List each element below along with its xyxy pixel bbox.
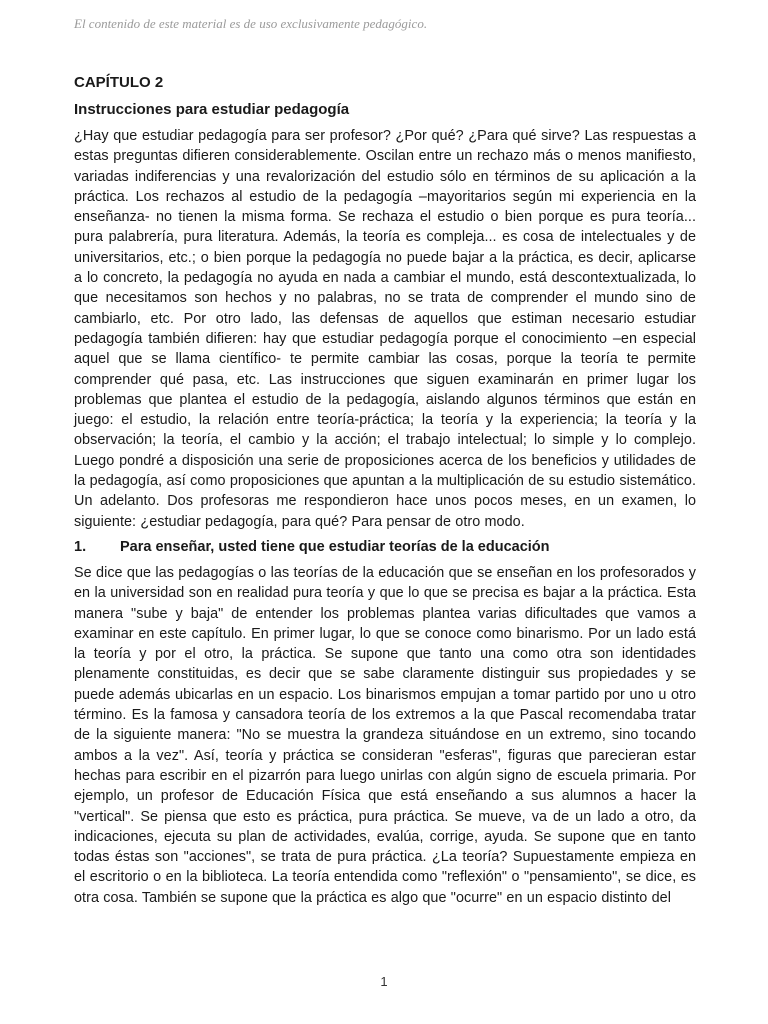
section-number: 1. — [74, 538, 87, 555]
header-disclaimer: El contenido de este material es de uso exclusivamente pedagógico. — [74, 16, 428, 31]
chapter-title: CAPÍTULO 2 — [74, 74, 164, 91]
paragraph-intro: ¿Hay que estudiar pedagogía para ser profesor? ¿Por qué? ¿Para qué sirve? Las respuestas a estas preguntas difieren considerablemente. Oscilan entre un rechazo más o menos manifiesto, variadas indiferencias y una revalorización del estudio sólo en términos de su aplicación a la práctica. Los rechazos al estudio de la pedagogía –mayoritarios según mi experiencia en la enseñanza- no tienen la misma forma. Se rechaza el estudio o bien porque es pura teoría... pura palabrería, pura literatura. Además, la teoría es compleja... es cosa de intelectuales y de universitarios, etc.; o bien porque la pedagogía no puede bajar a la práctica, es decir, aplicarse a lo concreto, la pedagogía no ayuda en nada a cambiar el mundo, está descontextualizada, lo que necesitamos son hechos y no palabras, no se trata de comprender el mundo sino de cambiarlo, etc. Por otro lado, las defensas de aquellos que estiman necesario estudiar pedagogía también difieren: hay que estudiar pedagogía porque el conocimiento –en especial aquel que se llama científico- te permite cambiar las cosas, porque la teoría te permite comprender qué pasa, etc. Las instrucciones que siguen examinarán en primer lugar los problemas que plantea el estudio de la pedagogía, aislando algunos términos que están en juego: el estudio, la relación entre teoría-práctica; la teoría y la experiencia; la teoría y la observación; la teoría, el cambio y la acción; el trabajo intelectual; lo simple y lo complejo. Luego pondré a disposición una serie de proposiciones acerca de los beneficios y utilidades de la pedagogía, así como proposiciones que apuntan a la multiplicación de su estudio sistemático. Un adelanto. Dos profesoras me respondieron hace unos pocos meses, en un examen, lo siguiente: ¿estudiar pedagogía, para qué? Para pensar de otro modo. — [74, 128, 696, 530]
document-body — [74, 73, 696, 908]
paragraph-section-1: Se dice que las pedagogías o las teorías de la educación que se enseñan en los profesorados y en la universidad son en realidad pura teoría y que lo que se precisa es bajar a la práctica. Esta manera "sube y baja" de entender los problemas plantea varias dificultades que vamos a examinar en este capítulo. En primer lugar, lo que se conoce como binarismo. Por un lado está la teoría y por el otro, la práctica. Se supone que tanto una como otra son identidades plenamente constituidas, es decir que se sabe claramente distinguir sus propiedades y se puede además ubicarlas en un espacio. Los binarismos empujan a tomar partido por uno u otro término. Es la famosa y cansadora teoría de los extremos a la que Pascal recomendaba tratar de la siguiente manera: "No se muestra la grandeza situándose en un extremo, sino tocando ambos a la vez". Así, teoría y práctica se consideran "esferas", figuras que parecieran estar hechas para escribir en el pizarrón para luego unirlas con algún signo de escuela primaria. Por ejemplo, un profesor de Educación Física que está enseñando a sus alumnos a hacer la "vertical". Se piensa que esto es práctica, pura práctica. Se mueve, va de un lado a otro, da indicaciones, ejecuta su plan de actividades, evalúa, corrige, ayuda. Se supone que en tanto todas éstas son "acciones", se trata de pura práctica. ¿La teoría? Supuestamente empieza en el escritorio o en la biblioteca. La teoría entendida como "reflexión" o "pensamiento", se dice, es otra cosa. También se supone que la práctica es algo que "ocurre" en un espacio distinto del — [74, 564, 696, 906]
chapter-subtitle: Instrucciones para estudiar pedagogía — [74, 101, 350, 118]
page-number: 1 — [380, 974, 388, 989]
section-title: Para enseñar, usted tiene que estudiar teorías de la educación — [120, 538, 550, 555]
section-heading — [74, 537, 696, 557]
